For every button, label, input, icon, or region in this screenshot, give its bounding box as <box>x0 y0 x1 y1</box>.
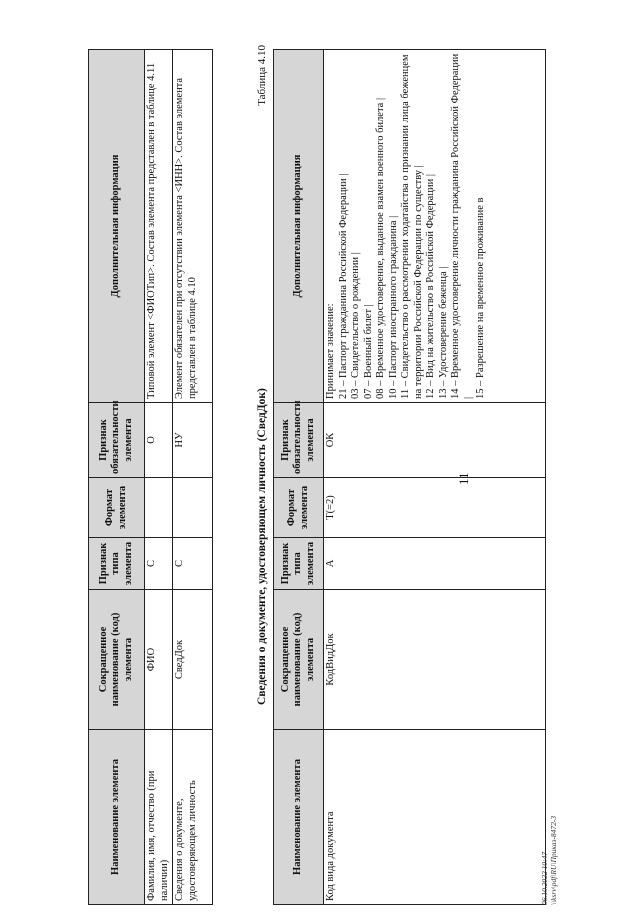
cell-name: Сведения о документе, удостоверяющем личность <box>173 730 213 905</box>
header-cell: Признак типа элемента <box>89 538 145 590</box>
table-row <box>145 50 173 905</box>
header-cell: Формат элемента <box>274 478 324 538</box>
cell-code: КодВидДок <box>324 590 546 730</box>
cell-type: С <box>173 538 213 590</box>
cell-format: T(=2) <box>324 478 546 538</box>
stamp-line: \\ksrv\pdf\RU\Приказ-8472-3 <box>549 815 558 905</box>
cell-info: Типовой элемент <ФИОТип>. Состав элемента представлен в таблице 4.11 <box>145 50 173 403</box>
header-cell: Признак обязательности элемента <box>274 403 324 478</box>
header-cell: Признак обязательности элемента <box>89 403 145 478</box>
print-stamp <box>540 816 558 905</box>
header-cell: Признак типа элемента <box>274 538 324 590</box>
table-4-10 <box>273 49 546 905</box>
table-caption: Таблица 4.10 <box>256 45 268 106</box>
table-header-row <box>89 50 145 905</box>
info-line: 07 – Военный билет | <box>362 304 374 399</box>
header-cell: Наименование элемента <box>274 730 324 905</box>
cell-info: Элемент обязателен при отсутствии элемента <ИНН>. Состав элемента представлен в таблице 4.10 <box>173 50 213 403</box>
header-cell: Сокращенное наименование (код) элемента <box>274 590 324 730</box>
cell-required: НУ <box>173 403 213 478</box>
stamp-line: 06.10.2022 10:47 <box>540 851 549 905</box>
cell-type: С <box>145 538 173 590</box>
info-line: 08 – Временное удостоверение, выданное взамен военного билета | <box>375 97 386 399</box>
page-number: 11 <box>456 472 471 485</box>
header-cell: Наименование элемента <box>89 730 145 905</box>
info-line: 11 – Свидетельство о рассмотрении ходатайства о признании лица беженцем на территории Российской Федерации по существу | <box>400 54 424 399</box>
table-title: Сведения о документе, удостоверяющем личность (СведДок) <box>256 388 268 705</box>
header-cell: Сокращенное наименование (код) элемента <box>89 590 145 730</box>
cell-type: А <box>324 538 546 590</box>
header-cell: Дополнительная информация <box>89 50 145 403</box>
cell-required: О <box>145 403 173 478</box>
cell-format <box>173 478 213 538</box>
info-line: 03 – Свидетельство о рождении | <box>350 252 361 399</box>
rotated-content <box>18 45 558 905</box>
cell-required: ОК <box>324 403 546 478</box>
info-line: 10 – Паспорт иностранного гражданина | <box>387 215 399 399</box>
cell-format <box>145 478 173 538</box>
info-line: 15 – Разрешение на временное проживание в <box>475 197 486 399</box>
table-row <box>173 50 213 905</box>
table-header-row <box>274 50 324 905</box>
cell-code: ФИО <box>145 590 173 730</box>
cell-name: Код вида документа <box>324 730 546 905</box>
header-cell: Формат элемента <box>89 478 145 538</box>
cell-code: СведДок <box>173 590 213 730</box>
table-continuation <box>88 49 213 905</box>
info-line: 21 – Паспорт гражданина Российской Федерации | <box>337 173 349 399</box>
info-line: 14 – Временное удостоверение личности гражданина Российской Федерации | <box>450 53 474 399</box>
info-line: 13 – Удостоверение беженца | <box>437 266 449 399</box>
cell-name: Фамилия, имя, отчество (при наличии) <box>145 730 173 905</box>
header-cell: Дополнительная информация <box>274 50 324 403</box>
info-line: 12 – Вид на жительство в Российской Федерации | <box>425 174 436 399</box>
cell-info <box>324 50 546 403</box>
table-row <box>324 50 546 905</box>
info-line: Принимает значение: <box>325 303 336 399</box>
